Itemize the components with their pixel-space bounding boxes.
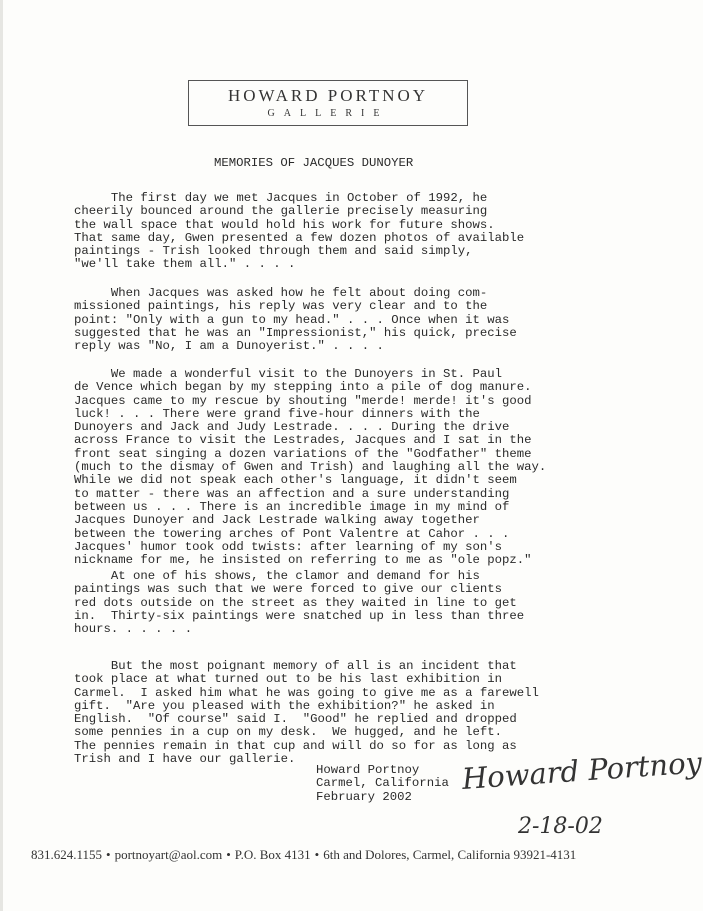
paragraph-first-meeting: The first day we met Jacques in October of 1992, he cheerily bounced around the gallerie precisely measuring the wall space that would hold his work for future shows. That same day, Gwen presented a few dozen photos of available paintings - Trish looked through them and said simply, "we'll take them all." . . . . [74,191,525,272]
letterhead-name: HOWARD PORTNOY [227,86,429,105]
signer-location: Carmel, California [316,776,449,791]
paragraph-visit: We made a wonderful visit to the Dunoyers in St. Paul de Vence which began by my stepping into a pile of dog manure. Jacques came to my rescue by shouting "merde! merde! it's good luck! . . . There were grand five-hour dinners with the Dunoyers and Jack and Judy Lestrade. . . . During the drive across France to visit the Lestrades, Jacques and I sat in the front seat singing a dozen variations of the "Godfather" theme (much to the dismay of Gwen and Trish) and laughing all the way. While we did not speak each other's language, it didn't seem to matter - there was an affection and a sure understanding between us . . . There is an incredible image in my mind of Jacques Dunoyer and Jack Lestrade walking away together between the towering arches of Pont Valentre at Cahor . . . Jacques' humor took odd twists: after learning of my son's nickname for me, he insisted on referring to me as "ole popz." [74,367,547,568]
letterhead-logo [188,80,468,126]
document-title: MEMORIES OF JACQUES DUNOYER [214,156,414,170]
footer-email: portnoyart@aol.com [114,847,223,862]
letterhead-subtitle: GALLERIE [267,108,389,119]
signer-date: February 2002 [316,789,412,804]
footer-contact [31,847,651,863]
handwritten-signature: Howard Portnoy [460,745,703,796]
footer-address: 6th and Dolores, Carmel, California 93921-4131 [323,847,577,862]
footer-separator: • [106,847,111,862]
footer-phone: 831.624.1155 [31,847,103,862]
handwritten-date: 2-18-02 [518,814,603,839]
signer-name: Howard Portnoy [316,763,420,777]
paragraph-commissions: When Jacques was asked how he felt about doing com- missioned paintings, his reply was very clear and to the point: "Only with a gun to my head." . . . Once when it was suggested that he was an "Impressionist," his quick, precise reply was "No, I am a Dunoyerist." . . . . [74,286,517,354]
paragraph-shows: At one of his shows, the clamor and demand for his paintings was such that we were forced to give our clients red dots outside on the street as they waited in line to get in. Thirty-six paintings were snatched up in less than three hours. . . . . . [74,569,525,637]
signature-block [316,764,449,804]
paragraph-poignant-memory: But the most poignant memory of all is an incident that took place at what turned out to be his last exhibition in Carmel. I asked him what he was going to give me as a farewell gift. "Are you pleased with the exhibition?" he asked in English. "Of course" said I. "Good" he replied and dropped some pennies in a cup on my desk. We hugged, and he left. The pennies remain in that cup and will do so for as long as Trish and I have our gallerie. [74,659,539,767]
page-edge [0,0,3,911]
footer-po-box: P.O. Box 4131 [234,847,311,862]
footer-separator: • [314,847,320,862]
footer-separator: • [226,847,231,862]
